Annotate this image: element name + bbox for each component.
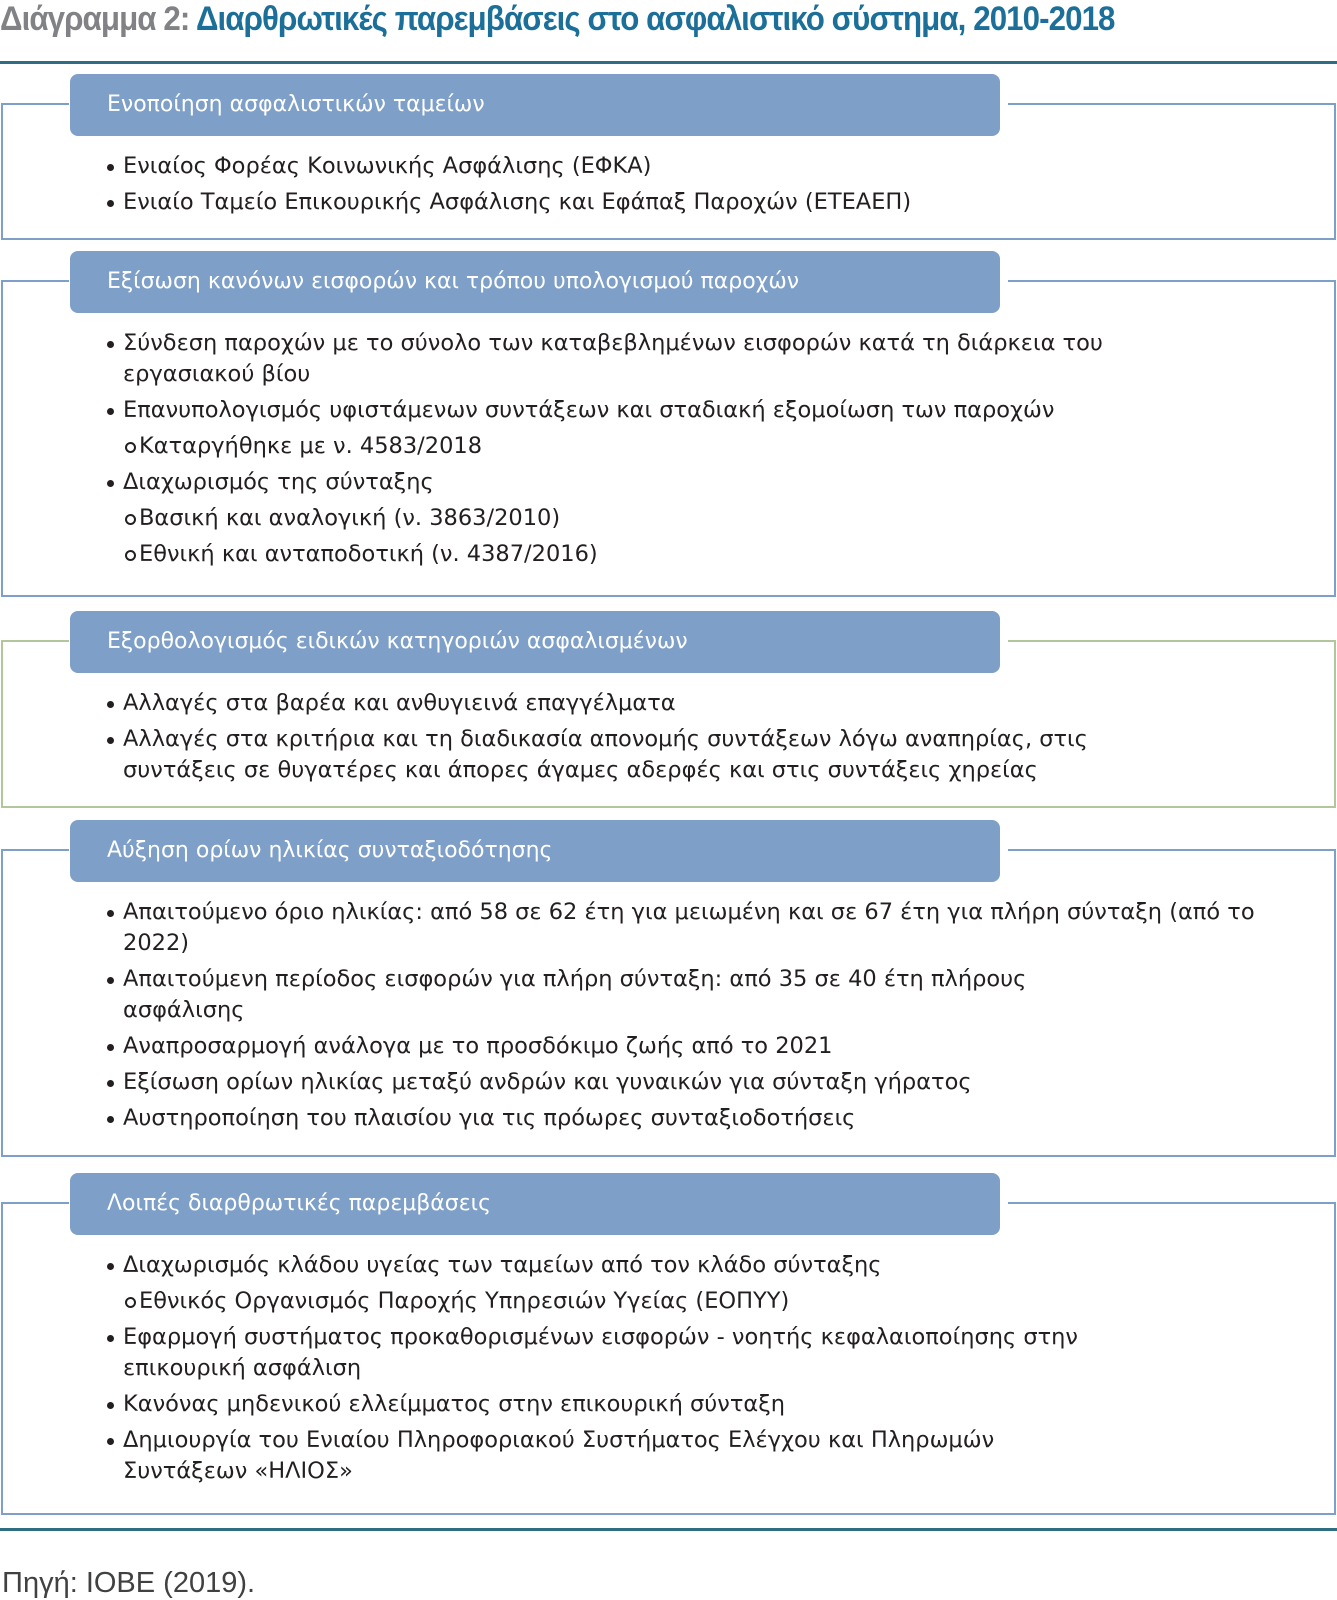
section-other-interventions <box>0 1173 1337 1515</box>
section-items <box>105 897 1257 1139</box>
list-item: Απαιτούμενο όριο ηλικίας: από 58 σε 62 έτη για μειωμένη και σε 67 έτη για πλήρη σύνταξη (από το 2022) <box>105 897 1257 959</box>
section-header: Εξορθολογισμός ειδικών κατηγοριών ασφαλισμένων <box>70 611 1000 673</box>
list-item: Αλλαγές στα κριτήρια και τη διαδικασία απονομής συντάξεων λόγω αναπηρίας, στις συντάξεις σε θυγατέρες και άπορες άγαμες αδερφές και στις συντάξεις χηρείας <box>105 724 1167 786</box>
section-items <box>105 328 1177 575</box>
list-item: Διαχωρισμός κλάδου υγείας των ταμείων από τον κλάδο σύνταξης <box>105 1250 1107 1281</box>
section-header: Ενοποίηση ασφαλιστικών ταμείων <box>70 74 1000 136</box>
list-item: Αλλαγές στα βαρέα και ανθυγιεινά επαγγέλματα <box>105 688 1167 719</box>
sub-list-item: Βασική και αναλογική (ν. 3863/2010) <box>105 503 1177 534</box>
list-item: Αναπροσαρμογή ανάλογα με το προσδόκιμο ζωής από το 2021 <box>105 1031 1257 1062</box>
section-retirement-age <box>0 820 1337 1157</box>
section-items <box>105 688 1167 791</box>
title-main: Διαρθρωτικές παρεμβάσεις στο ασφαλιστικό σύστημα, 2010-2018 <box>195 0 1115 38</box>
title-prefix: Διάγραμμα 2: <box>0 0 196 38</box>
list-item: Σύνδεση παροχών με το σύνολο των καταβεβλημένων εισφορών κατά τη διάρκεια του εργασιακού βίου <box>105 328 1177 390</box>
sub-list-item: Καταργήθηκε με ν. 4583/2018 <box>105 431 1177 462</box>
list-item: Επανυπολογισμός υφιστάμενων συντάξεων και σταδιακή εξομοίωση των παροχών <box>105 395 1177 426</box>
list-item: Ενιαίος Φορέας Κοινωνικής Ασφάλισης (ΕΦΚΑ) <box>105 151 1317 182</box>
top-rule <box>0 61 1337 64</box>
section-special-categories <box>0 611 1337 808</box>
list-item: Ενιαίο Ταμείο Επικουρικής Ασφάλισης και Εφάπαξ Παροχών (ΕΤΕΑΕΠ) <box>105 187 1317 218</box>
section-fund-unification <box>0 74 1337 240</box>
sub-list-item: Εθνική και ανταποδοτική (ν. 4387/2016) <box>105 539 1177 570</box>
section-items <box>105 151 1317 223</box>
section-contribution-rules <box>0 251 1337 597</box>
section-header: Αύξηση ορίων ηλικίας συνταξιοδότησης <box>70 820 1000 882</box>
section-header: Εξίσωση κανόνων εισφορών και τρόπου υπολογισμού παροχών <box>70 251 1000 313</box>
sub-list-item: Εθνικός Οργανισμός Παροχής Υπηρεσιών Υγείας (ΕΟΠΥΥ) <box>105 1286 1107 1317</box>
list-item: Διαχωρισμός της σύνταξης <box>105 467 1177 498</box>
section-header: Λοιπές διαρθρωτικές παρεμβάσεις <box>70 1173 1000 1235</box>
list-item: Απαιτούμενη περίοδος εισφορών για πλήρη σύνταξη: από 35 σε 40 έτη πλήρους ασφάλισης <box>105 964 1257 1026</box>
list-item: Εξίσωση ορίων ηλικίας μεταξύ ανδρών και γυναικών για σύνταξη γήρατος <box>105 1067 1257 1098</box>
source-note: Πηγή: ΙΟΒΕ (2019). <box>2 1567 256 1599</box>
bottom-rule <box>0 1528 1337 1531</box>
list-item: Δημιουργία του Ενιαίου Πληροφοριακού Συστήματος Ελέγχου και Πληρωμών Συντάξεων «ΗΛΙΟΣ» <box>105 1425 1107 1487</box>
list-item: Εφαρμογή συστήματος προκαθορισμένων εισφορών - νοητής κεφαλαιοποίησης στην επικουρική ασφάλιση <box>105 1322 1107 1384</box>
diagram-title <box>0 0 1230 58</box>
section-items <box>105 1250 1107 1492</box>
list-item: Κανόνας μηδενικού ελλείμματος στην επικουρική σύνταξη <box>105 1389 1107 1420</box>
list-item: Αυστηροποίηση του πλαισίου για τις πρόωρες συνταξιοδοτήσεις <box>105 1103 1257 1134</box>
